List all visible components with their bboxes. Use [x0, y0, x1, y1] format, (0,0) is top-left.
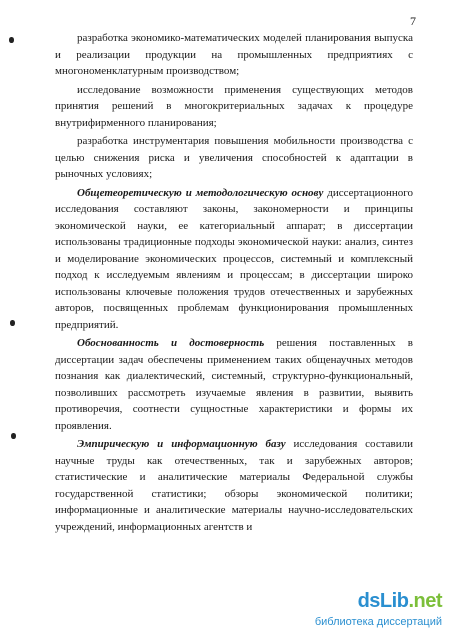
- watermark: [292, 590, 442, 628]
- paragraph-text: разработка экономико-математических моделей планирования выпуска и реализации продукции на промышленных предприятиях с многономенклатурным производством;: [55, 32, 413, 77]
- watermark-subtitle: библиотека диссертаций: [314, 616, 442, 628]
- paragraph-text: исследования составили научные труды как отечественных, так и зарубежных авторов; статистические и аналитические материалы Федеральной службы государственной статистики; обзоры экономической политики; информационные и аналитические материалы научно-исследовательских учреждений, информационных агентств и: [55, 438, 413, 533]
- paragraph: [55, 30, 413, 80]
- paragraph: [55, 133, 413, 183]
- page-number: 7: [410, 14, 416, 28]
- margin-mark: [11, 433, 16, 439]
- paragraph-text: решения поставленных в диссертации задач обеспечены применением таких общенаучных методов познания как диалектический, системный, структурно-функциональный, позволивших рассмотреть изучаемые явления в развитии, выявить противоречия, соотнести сущностные характеристики и формы их проявления.: [55, 337, 413, 432]
- watermark-logo-tld: .net: [408, 590, 442, 612]
- margin-mark: [10, 320, 15, 326]
- paragraph-lead: Общетеоретическую и методологическую основу: [77, 186, 324, 199]
- paragraph-lead: Обоснованность и достоверность: [77, 337, 265, 349]
- paragraph-text: исследование возможности применения существующих методов принятия решений в многокритериальных задачах к процедуре внутрифирменного планирования;: [55, 83, 413, 129]
- document-body: [55, 30, 413, 535]
- paragraph: [55, 436, 413, 535]
- watermark-logo-main: dsLib: [357, 590, 409, 612]
- paragraph-text: разработка инструментария повышения мобильности производства с целью снижения риска и увеличения способностей к адаптации в рыночных условиях;: [55, 135, 413, 180]
- paragraph: [55, 82, 413, 132]
- watermark-logo: [358, 590, 442, 613]
- paragraph: [55, 335, 413, 434]
- margin-mark: [9, 37, 14, 43]
- paragraph: [55, 185, 413, 334]
- paragraph-text: диссертационного исследования составляют законы, закономерности и принципы экономической науки, ее категориальный аппарат; в диссертации использованы традиционные подходы экономической науки: анализ, синтез и моделирование экономических процессов, системный и комплексный подход к исследуемым явлениям и процессам; в диссертации широко использованы ключевые положения трудов отечественных и зарубежных авторов, посвященных проблемам функционирования промышленных предприятий.: [55, 186, 414, 331]
- paragraph-lead: Эмпирическую и информационную базу: [77, 438, 286, 450]
